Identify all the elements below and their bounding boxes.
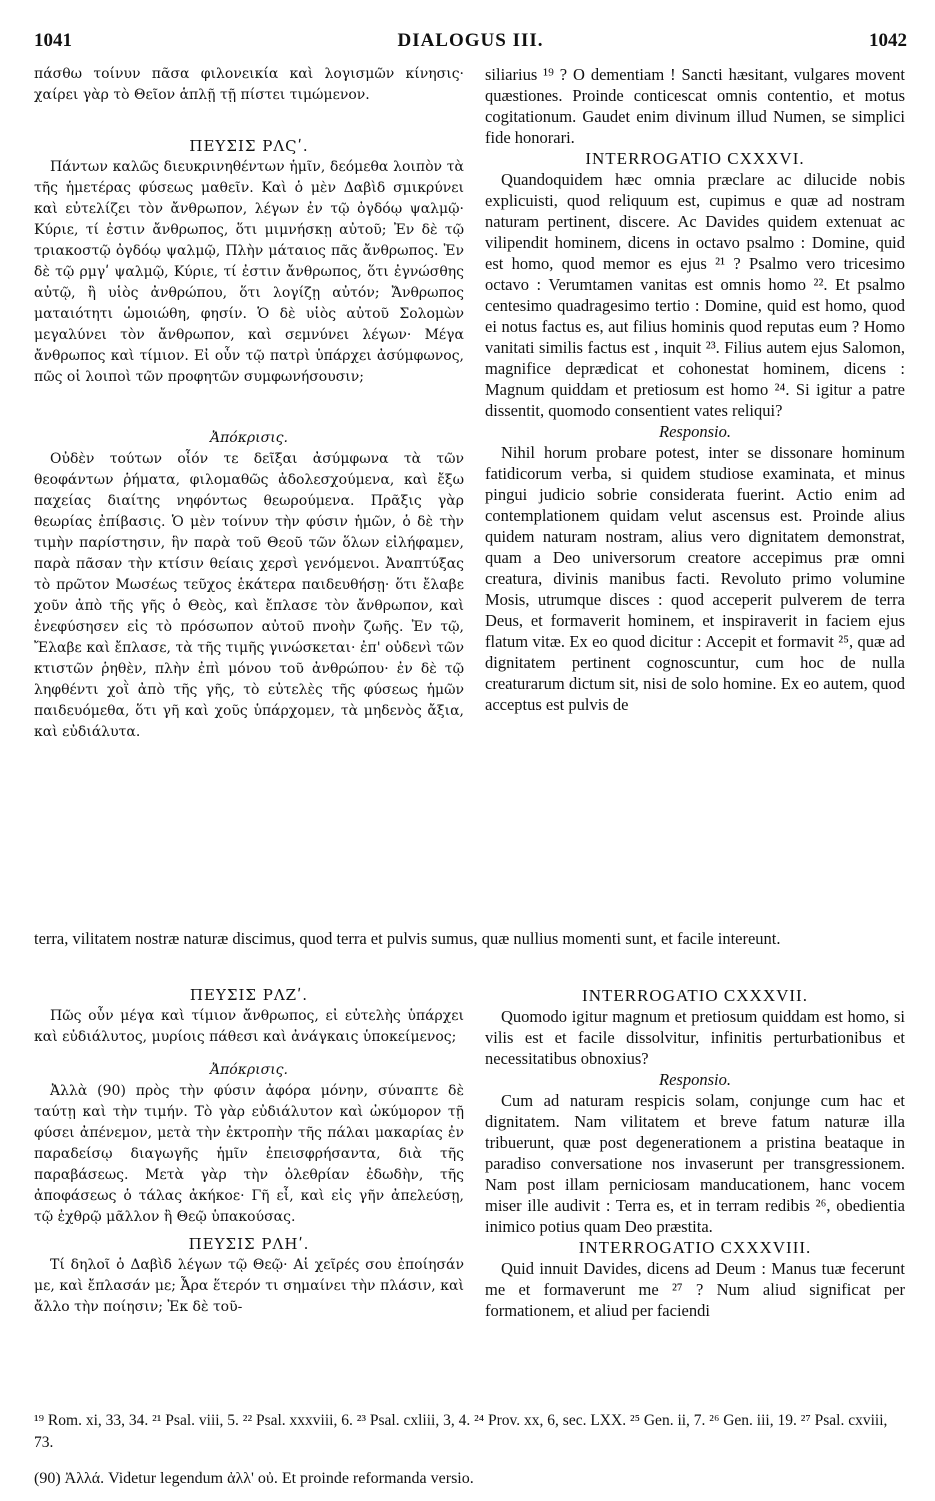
latin-question-heading: INTERROGATIO CXXXVIII. [578, 1238, 812, 1257]
latin-paragraph: Quomodo igitur magnum et pretiosum quiddam est homo, si vilis est et facile dissolvitur, infinitis perturbationibus et necessitatibus obnoxius? [485, 1007, 905, 1068]
latin-paragraph: siliarius ¹⁹ ? O dementiam ! Sancti hæsitant, vulgares movent quæstiones. Proinde conticescat omnis contentio, et motus cogitationum. Gaudet enim divinum illud Numen, se simplici fide honorari. [485, 65, 905, 147]
latin-paragraph: Quid innuit Davides, dicens ad Deum : Manus tuæ fecerunt me et formaverunt me ²⁷ ? Num aliud significat per formationem, et aliud per faciendi [485, 1259, 905, 1320]
latin-question-heading: INTERROGATIO CXXXVII. [582, 986, 808, 1005]
greek-response-heading: Ἀπόκρισις. [210, 430, 288, 446]
latin-response-heading: Responsio. [659, 422, 731, 441]
greek-question-heading: ΠΕΥΣΙΣ ΡΛϚʹ. [189, 137, 309, 155]
greek-column-bottom [34, 985, 464, 1318]
editorial-footnote: (90) Ἀλλά. Videtur legendum ἀλλ' οὐ. Et proinde reformanda versio. [34, 1470, 474, 1487]
page-number-right: 1042 [869, 30, 907, 51]
greek-response-heading: Ἀπόκρισις. [210, 1062, 288, 1078]
latin-paragraph: Cum ad naturam respicis solam, conjunge cum hac et dignitatem. Nam vilitatem et breve fatum naturæ illa tribuerunt, quæ post degenerationem a pristina beataque in paradiso conversatione nos invaserunt per transgressionem. Nam post illam perniciosam manducationem, hanc vocem miser ille audivit : Terra es, et in terram redibis ²⁶, obedientia inimico potius quam Deo præstita. [485, 1091, 905, 1236]
latin-paragraph: Quandoquidem hæc omnia præclare ac dilucide nobis explicuisti, quod reliquum est, cupimus e quæ ad nostram naturam pertinent, discere. Ac Davides quidem extenuat ac vilipendit hominem, dicens in octavo psalmo : Domine, quid est homo, quod memor es ejus ²¹ ? Psalmo vero tricesimo octavo : Verumtamen vanitas est omnis homo ²². Et psalmo centesimo quadragesimo tertio : Domine, quid est homo, quod ei notus factus es, aut filius hominis quod reputas eum ? Homo vanitati similis factus est , inquit ²³. Filius autem ejus Salomon, magnifice deprædicat et cohonestat hominem, dicens : Magnum quiddam et pretiosum est homo ²⁴. Si igitur a patre dissentit, quomodo consentient vates reliqui? [485, 170, 905, 420]
greek-column-top [34, 64, 464, 743]
running-title: DIALOGUS III. [397, 30, 544, 51]
latin-response-heading: Responsio. [659, 1070, 731, 1089]
latin-column-bottom [485, 985, 905, 1321]
greek-paragraph: Πάντων καλῶς διευκρινηθέντων ἡμῖν, δεόμεθα λοιπὸν τὰ τῆς ἡμετέρας φύσεως μαθεῖν. Καὶ ὁ μὲν Δαβὶδ σμικρύνει καὶ εὐτελίζει τὸν ἄνθρωπον, λέγων ἐν τῷ ὀγδόῳ ψαλμῷ· Κύριε, τί ἐστιν ἄνθρωπος, ὅτι μιμνήσκῃ αὐτοῦ; Ἐν δὲ τῷ τριακοστῷ ὀγδόῳ ψαλμῷ, Πλὴν μάταιος πᾶς ἄνθρωπος. Ἐν δὲ τῷ ρμγʹ ψαλμῷ, Κύριε, τί ἐστιν ἄνθρωπος, ὅτι ἐγνώσθης αὐτῷ, ἢ υἱὸς ἀνθρώπου, ὅτι λογίζῃ αὐτόν; Ἄνθρωπος ματαιότητι ὡμοιώθη, φησίν. Ὁ δὲ υἱὸς αὐτοῦ Σολομὼν μεγαλύνει τὸν ἄνθρωπον, καὶ σεμνύνει λέγων· Μέγα ἄνθρωπος καὶ τίμιον. Εἰ οὖν τῷ πατρὶ ὑπάρχει ἀσύμφωνος, πῶς οἱ λοιποὶ τῶν προφητῶν συμφωνήσουσιν; [34, 159, 464, 385]
latin-question-heading: INTERROGATIO CXXXVI. [585, 149, 805, 168]
greek-paragraph: Τί δηλοῖ ὁ Δαβὶδ λέγων τῷ Θεῷ· Αἱ χεῖρές σου ἐποίησάν με, καὶ ἔπλασάν με; Ἆρα ἕτερόν τι σημαίνει τὴν πλάσιν, καὶ ἄλλο τὴν ποίησιν; Ἐκ δὲ τοῦ- [34, 1257, 464, 1315]
page-header [34, 30, 907, 58]
scripture-notes: ¹⁹ Rom. xi, 33, 34. ²¹ Psal. viii, 5. ²² Psal. xxxviii, 6. ²³ Psal. cxliii, 3, 4. ²⁴ Prov. xx, 6, sec. LXX. ²⁵ Gen. ii, 7. ²⁶ Gen. iii, 19. ²⁷ Psal. cxviii, 73. [34, 1412, 888, 1451]
greek-paragraph: Οὐδὲν τούτων οἷόν τε δεῖξαι ἀσύμφωνα τὰ τῶν θεοφάντων ῥήματα, φιλομαθῶς ἀδολεσχούμενα, καὶ ἔξω παχείας διαίτης νηφόντως θεωρούμενα. Πρᾶξις γὰρ θεωρίας ἐπίβασις. Ὁ μὲν τοίνυν τὴν φύσιν ἡμῶν, ὁ δὲ τὴν τιμὴν παρίστησιν, ἣν παρὰ τοῦ Θεοῦ τῶν ὅλων εἰλήφαμεν, παρὰ πᾶσαν τὴν κτίσιν θείαις χερσὶ γενόμενοι. Ἀναπτύξας τὸ πρῶτον Μωσέως τεῦχος ἑκάτερα παιδευθήσῃ· ὅτι ἔλαβε χοῦν ἀπὸ τῆς γῆς ὁ Θεὸς, καὶ ἔπλασε τὸν ἄνθρωπον, καὶ ἐνεφύσησεν εἰς τὸ πρόσωπον αὐτοῦ πνοὴν ζωῆς. Ἐν τῷ, Ἔλαβε καὶ ἔπλασε, τὰ τῆς τιμῆς γινώσκεται· ἐπ' οὐδενὶ τῶν κτιστῶν ῥηθὲν, πλὴν ἐπὶ μόνου τοῦ ἀνθρώπου· ἐν δὲ τῷ ληφθέντι χοῒ ἀπὸ τῆς γῆς, τὸ εὐτελὲς τῆς φύσεως ἡμῶν παιδευόμεθα, ὅτι γῆ καὶ χοῦς ὑπάρχομεν, τὰ μηδενὸς ἄξια, καὶ εὐδιάλυτα. [34, 451, 464, 740]
greek-paragraph: πάσθω τοίνυν πᾶσα φιλονεικία καὶ λογισμῶν κίνησις· χαίρει γὰρ τὸ Θεῖον ἁπλῇ τῇ πίστει τιμώμενον. [34, 66, 464, 103]
greek-paragraph: Ἀλλὰ (90) πρὸς τὴν φύσιν ἀφόρα μόνην, σύναπτε δὲ ταύτῃ καὶ τὴν τιμήν. Τὸ γὰρ εὐδιάλυτον καὶ ὠκύμορον τῇ φύσει ἀπένεμον, μετὰ τὴν ἐκτροπὴν τῆς πάλαι μακαρίας ἐν παραδείσῳ διαγωγῆς ἡμῖν ἐπεισφρήσαντα, διὰ τῆς παραβάσεως. Μετὰ γὰρ τὴν ὀλεθρίαν ἐδωδὴν, τῆς ἀποφάσεως ὁ τάλας ἀκήκοε· Γῆ εἶ, καὶ εἰς γῆν ἀπελεύσῃ, τῷ ἐχθρῷ μᾶλλον ἢ Θεῷ ὑπακούσας. [34, 1083, 464, 1225]
full-width-line: terra, vilitatem nostræ naturæ discimus, quod terra et pulvis sumus, quæ nullius momenti sunt, et facile intereunt. [34, 929, 781, 948]
latin-paragraph: Nihil horum probare potest, inter se dissonare hominum fatidicorum verba, si quidem studiose examinata, et minus pingui judicio sobrie considerata fuerint. Actio enim ad contemplationem quidam velut ascensus est. Proinde alius quidem naturam nostram, alius vero dignitatem demonstrat, quam a Deo universorum creatore accepimus præ omni creatura, divinis manibus facti. Revoluto primo volumine Mosis, utrumque disces : quod acceperit pulverem de terra Deus, et formaverit hominem, et inspiraverit in faciem ejus flatum vitæ. Ex eo quod dicitur : Accepit et formavit ²⁵, quæ ad dignitatem pertinent cognoscuntur, cum hoc de nulla creaturarum dictum sit, nisi de solo homine. Ex eo autem, quod acceptus est pulvis de [485, 443, 905, 714]
latin-column-top [485, 64, 905, 715]
greek-question-heading: ΠΕΥΣΙΣ ΡΛΖʹ. [189, 986, 309, 1004]
greek-question-heading: ΠΕΥΣΙΣ ΡΛΗʹ. [188, 1235, 310, 1253]
greek-paragraph: Πῶς οὖν μέγα καὶ τίμιον ἄνθρωπος, εἰ εὐτελὴς ὑπάρχει καὶ εὐδιάλυτος, μυρίοις πάθεσι καὶ ἀνάγκαις ὑποκείμενος; [34, 1008, 464, 1045]
page-number-left: 1041 [34, 30, 72, 51]
